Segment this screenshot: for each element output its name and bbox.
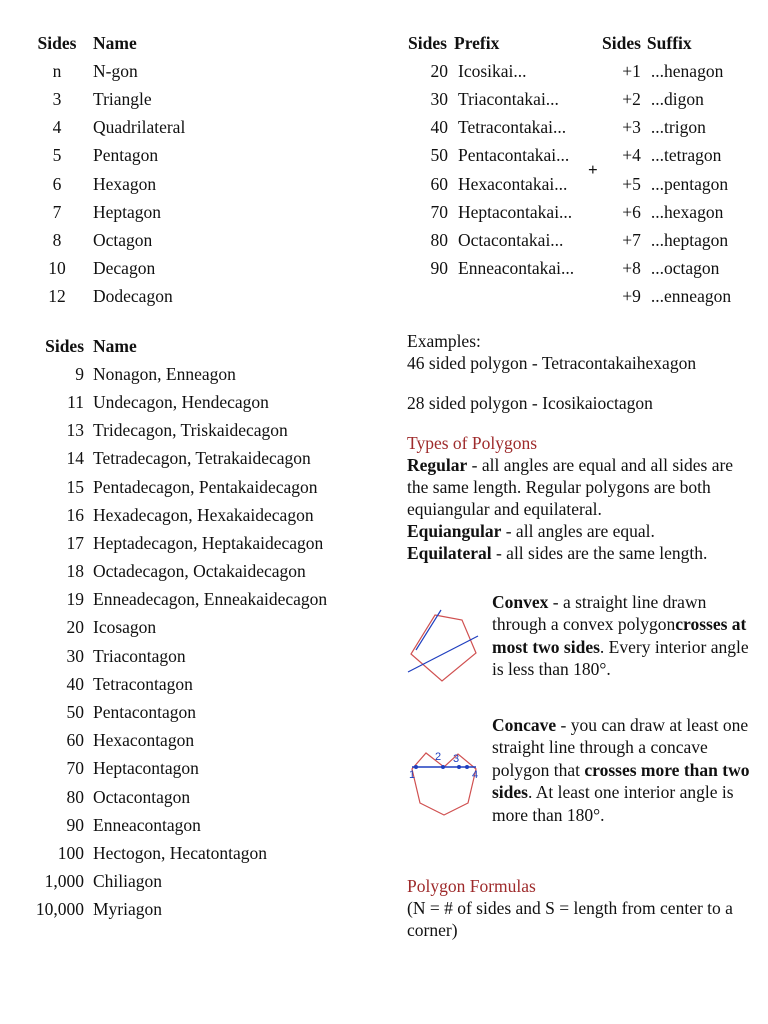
types-heading: Types of Polygons (407, 433, 538, 453)
table-row (30, 417, 327, 445)
point-label-2: 2 (435, 751, 442, 763)
prefix-cell: Octacontakai... (458, 229, 564, 250)
name-cell: Triangle (93, 88, 152, 109)
table-row (34, 114, 185, 142)
formulas-heading: Polygon Formulas (407, 876, 536, 896)
prefix-cell: Enneacontakai... (458, 258, 575, 279)
sides-cell: +3 (622, 117, 641, 138)
name-cell: Dodecagon (93, 286, 173, 307)
convex-pentagon (411, 615, 476, 681)
sides-cell: 50 (66, 702, 84, 723)
sides-header: Sides (37, 32, 77, 53)
sides-cell: 30 (66, 645, 84, 666)
equilateral-term: Equilateral (407, 543, 492, 563)
sides-cell: 80 (430, 229, 448, 250)
table-row (30, 642, 327, 670)
sides-cell: 50 (430, 145, 448, 166)
table-row (30, 755, 327, 783)
example-1: 46 sided polygon - Tetracontakaihexagon (407, 353, 697, 373)
plus-sign: + (588, 160, 598, 179)
name-header: Name (93, 32, 137, 53)
sides-cell: 70 (66, 758, 84, 779)
table-row (30, 360, 327, 388)
name-cell: Octacontagon (93, 786, 191, 807)
sides-cell: 6 (52, 173, 62, 194)
table-header (34, 29, 185, 57)
suffix-table (602, 29, 731, 311)
formulas-note: (N = # of sides and S = length from center to a corner) (407, 898, 733, 940)
sides-cell: 16 (66, 504, 84, 525)
table-row (34, 226, 185, 254)
convex-term: Convex (492, 592, 549, 612)
regular-term: Regular (407, 455, 468, 475)
more-names-table (30, 332, 327, 924)
prefix-cell: Hexacontakai... (458, 173, 568, 194)
sides-cell: 1,000 (44, 871, 84, 892)
table-row (34, 198, 185, 226)
name-cell: Pentagon (93, 145, 159, 166)
name-cell: Myriagon (93, 899, 163, 920)
table-header (602, 29, 731, 57)
concave-bold-text: crosses more than two sides (492, 759, 750, 803)
convex-crossing-line-2 (416, 610, 441, 650)
table-row (602, 170, 731, 198)
sides-cell: 60 (66, 730, 84, 751)
table-row (30, 839, 327, 867)
table-row (34, 57, 185, 85)
convex-text-2: . Every interior angle is less than 180°. (492, 636, 749, 680)
suffix-cell: ...octagon (650, 258, 720, 279)
sides-cell: 90 (430, 258, 448, 279)
table-row (602, 85, 731, 113)
suffix-cell: ...tetragon (650, 145, 722, 166)
suffix-cell: ...trigon (650, 117, 706, 138)
sides-cell: 9 (75, 363, 84, 384)
sides-cell: 19 (66, 589, 84, 610)
table-row (34, 283, 185, 311)
sides-cell: 100 (57, 842, 84, 863)
concave-text-1: - you can draw at least one straight line through a concave polygon that (492, 715, 749, 780)
convex-definition (492, 591, 752, 681)
prefix-header: Prefix (454, 32, 500, 53)
table-row (408, 226, 574, 254)
name-cell: Hectogon, Hecatontagon (93, 842, 267, 863)
table-row (602, 255, 731, 283)
table-row (408, 198, 574, 226)
sides-cell: 3 (52, 88, 62, 109)
sides-cell: 40 (430, 117, 448, 138)
name-cell: Pentacontagon (93, 702, 197, 723)
name-cell: Enneacontagon (93, 814, 201, 835)
table-row (30, 473, 327, 501)
name-cell: Heptadecagon, Heptakaidecagon (93, 532, 324, 553)
sides-cell: 12 (48, 286, 66, 307)
convex-text-1: - a straight line drawn through a convex polygon (492, 592, 707, 635)
suffix-cell: ...enneagon (650, 286, 732, 307)
sides-cell: 20 (66, 617, 84, 638)
table-row (34, 255, 185, 283)
prefix-cell: Tetracontakai... (458, 117, 567, 138)
intersection-point-3 (457, 765, 461, 769)
name-cell: Pentadecagon, Pentakaidecagon (93, 476, 318, 497)
point-label-1: 1 (409, 769, 416, 781)
table-row (602, 198, 731, 226)
sides-cell: +7 (622, 229, 641, 250)
table-row (30, 698, 327, 726)
name-cell: Hexacontagon (93, 730, 195, 751)
sides-cell: 4 (52, 117, 62, 138)
name-cell: Hexagon (93, 173, 157, 194)
concave-polygon-diagram (406, 745, 488, 820)
name-cell: Undecagon, Hendecagon (93, 391, 269, 412)
sides-cell: 20 (430, 60, 448, 81)
name-cell: Quadrilateral (93, 117, 186, 138)
sides-cell: 5 (52, 145, 62, 166)
table-row (34, 142, 185, 170)
name-cell: Tridecagon, Triskaidecagon (93, 420, 288, 441)
table-row (602, 283, 731, 311)
point-label-3: 3 (453, 753, 460, 765)
concave-term: Concave (492, 715, 557, 735)
equiangular-term: Equiangular (407, 521, 502, 541)
sides-header: Sides (602, 32, 641, 53)
table-row (30, 501, 327, 529)
point-label-4: 4 (472, 769, 479, 781)
table-row (30, 896, 327, 924)
table-row (30, 558, 327, 586)
suffix-header: Suffix (646, 32, 692, 53)
intersection-point-4 (465, 765, 469, 769)
sides-cell: +5 (622, 173, 641, 194)
table-row (602, 226, 731, 254)
table-row (30, 868, 327, 896)
equilateral-text: - all sides are the same length. (491, 543, 708, 563)
table-row (408, 114, 574, 142)
table-row (408, 142, 574, 170)
sides-cell: 17 (66, 532, 84, 553)
name-cell: Hexadecagon, Hexakaidecagon (93, 504, 314, 525)
name-cell: Tetracontagon (93, 673, 193, 694)
table-row (408, 85, 574, 113)
name-cell: Decagon (93, 258, 156, 279)
name-cell: Heptagon (93, 201, 162, 222)
examples-heading: Examples: (407, 331, 481, 351)
sides-cell: 40 (66, 673, 84, 694)
example-2: 28 sided polygon - Icosikaioctagon (407, 393, 653, 413)
sides-cell: 7 (52, 201, 62, 222)
table-row (30, 614, 327, 642)
name-cell: Icosagon (93, 617, 157, 638)
sides-cell: 80 (66, 786, 84, 807)
sides-cell: +1 (622, 60, 641, 81)
name-cell: Tetradecagon, Tetrakaidecagon (93, 448, 311, 469)
name-cell: Chiliagon (93, 871, 163, 892)
sides-cell: +4 (622, 145, 641, 166)
prefix-cell: Icosikai... (458, 60, 527, 81)
regular-text: - all angles are equal and all sides are the same length. Regular polygons are both equiangular and equilateral. (407, 455, 734, 519)
sides-cell: 30 (430, 88, 448, 109)
formulas-section (407, 875, 752, 941)
sides-cell: 13 (66, 420, 84, 441)
name-cell: Octagon (93, 229, 153, 250)
convex-polygon-diagram (406, 608, 488, 688)
name-cell: Enneadecagon, Enneakaidecagon (93, 589, 328, 610)
table-row (30, 529, 327, 557)
sides-cell: +8 (622, 258, 641, 279)
types-section (407, 432, 752, 564)
name-cell: Heptacontagon (93, 758, 199, 779)
sides-cell: 10,000 (35, 899, 84, 920)
concave-polygon (412, 753, 479, 815)
table-row (30, 670, 327, 698)
sides-cell: 8 (52, 229, 62, 250)
intersection-point-2 (441, 765, 445, 769)
table-row (34, 170, 185, 198)
regular-definition (407, 454, 752, 520)
table-row (408, 255, 574, 283)
table-row (30, 783, 327, 811)
table-row (602, 57, 731, 85)
name-cell: Triacontagon (93, 645, 186, 666)
table-row (408, 57, 574, 85)
sides-cell: +2 (622, 88, 641, 109)
table-row (30, 811, 327, 839)
sides-header: Sides (45, 335, 84, 356)
concave-definition (492, 714, 752, 826)
suffix-cell: ...pentagon (650, 173, 729, 194)
basic-names-table (34, 29, 185, 311)
name-header: Name (93, 335, 137, 356)
sides-header: Sides (408, 32, 447, 53)
suffix-cell: ...heptagon (650, 229, 729, 250)
examples-section (407, 330, 752, 374)
prefix-cell: Heptacontakai... (458, 201, 573, 222)
table-header (30, 332, 327, 360)
table-row (602, 142, 731, 170)
table-row (602, 114, 731, 142)
sides-cell: 18 (66, 561, 84, 582)
sides-cell: 10 (48, 258, 66, 279)
table-row (408, 170, 574, 198)
table-row (30, 388, 327, 416)
suffix-cell: ...digon (650, 88, 704, 109)
name-cell: Octadecagon, Octakaidecagon (93, 561, 306, 582)
table-row (30, 727, 327, 755)
prefix-cell: Triacontakai... (458, 88, 559, 109)
sides-cell: +6 (622, 201, 641, 222)
convex-bold-text: crosses at most two sides (492, 614, 747, 657)
sides-cell: 11 (67, 391, 84, 412)
suffix-cell: ...henagon (650, 60, 724, 81)
sides-cell: 14 (66, 448, 84, 469)
equilateral-definition (407, 542, 752, 564)
sides-cell: 90 (66, 814, 84, 835)
suffix-cell: ...hexagon (650, 201, 724, 222)
sides-cell: 60 (430, 173, 448, 194)
sides-cell: +9 (622, 286, 641, 307)
equiangular-text: - all angles are equal. (501, 521, 655, 541)
table-header (408, 29, 574, 57)
concave-text-2: . At least one interior angle is more than 180°. (492, 782, 734, 825)
sides-cell: n (52, 60, 62, 81)
table-row (30, 445, 327, 473)
prefix-cell: Pentacontakai... (458, 145, 570, 166)
sides-cell: 15 (66, 476, 84, 497)
name-cell: N-gon (93, 60, 138, 81)
prefix-table (408, 29, 574, 283)
sides-cell: 70 (430, 201, 448, 222)
table-row (30, 586, 327, 614)
table-row (34, 85, 185, 113)
name-cell: Nonagon, Enneagon (93, 363, 236, 384)
equiangular-definition (407, 520, 752, 542)
